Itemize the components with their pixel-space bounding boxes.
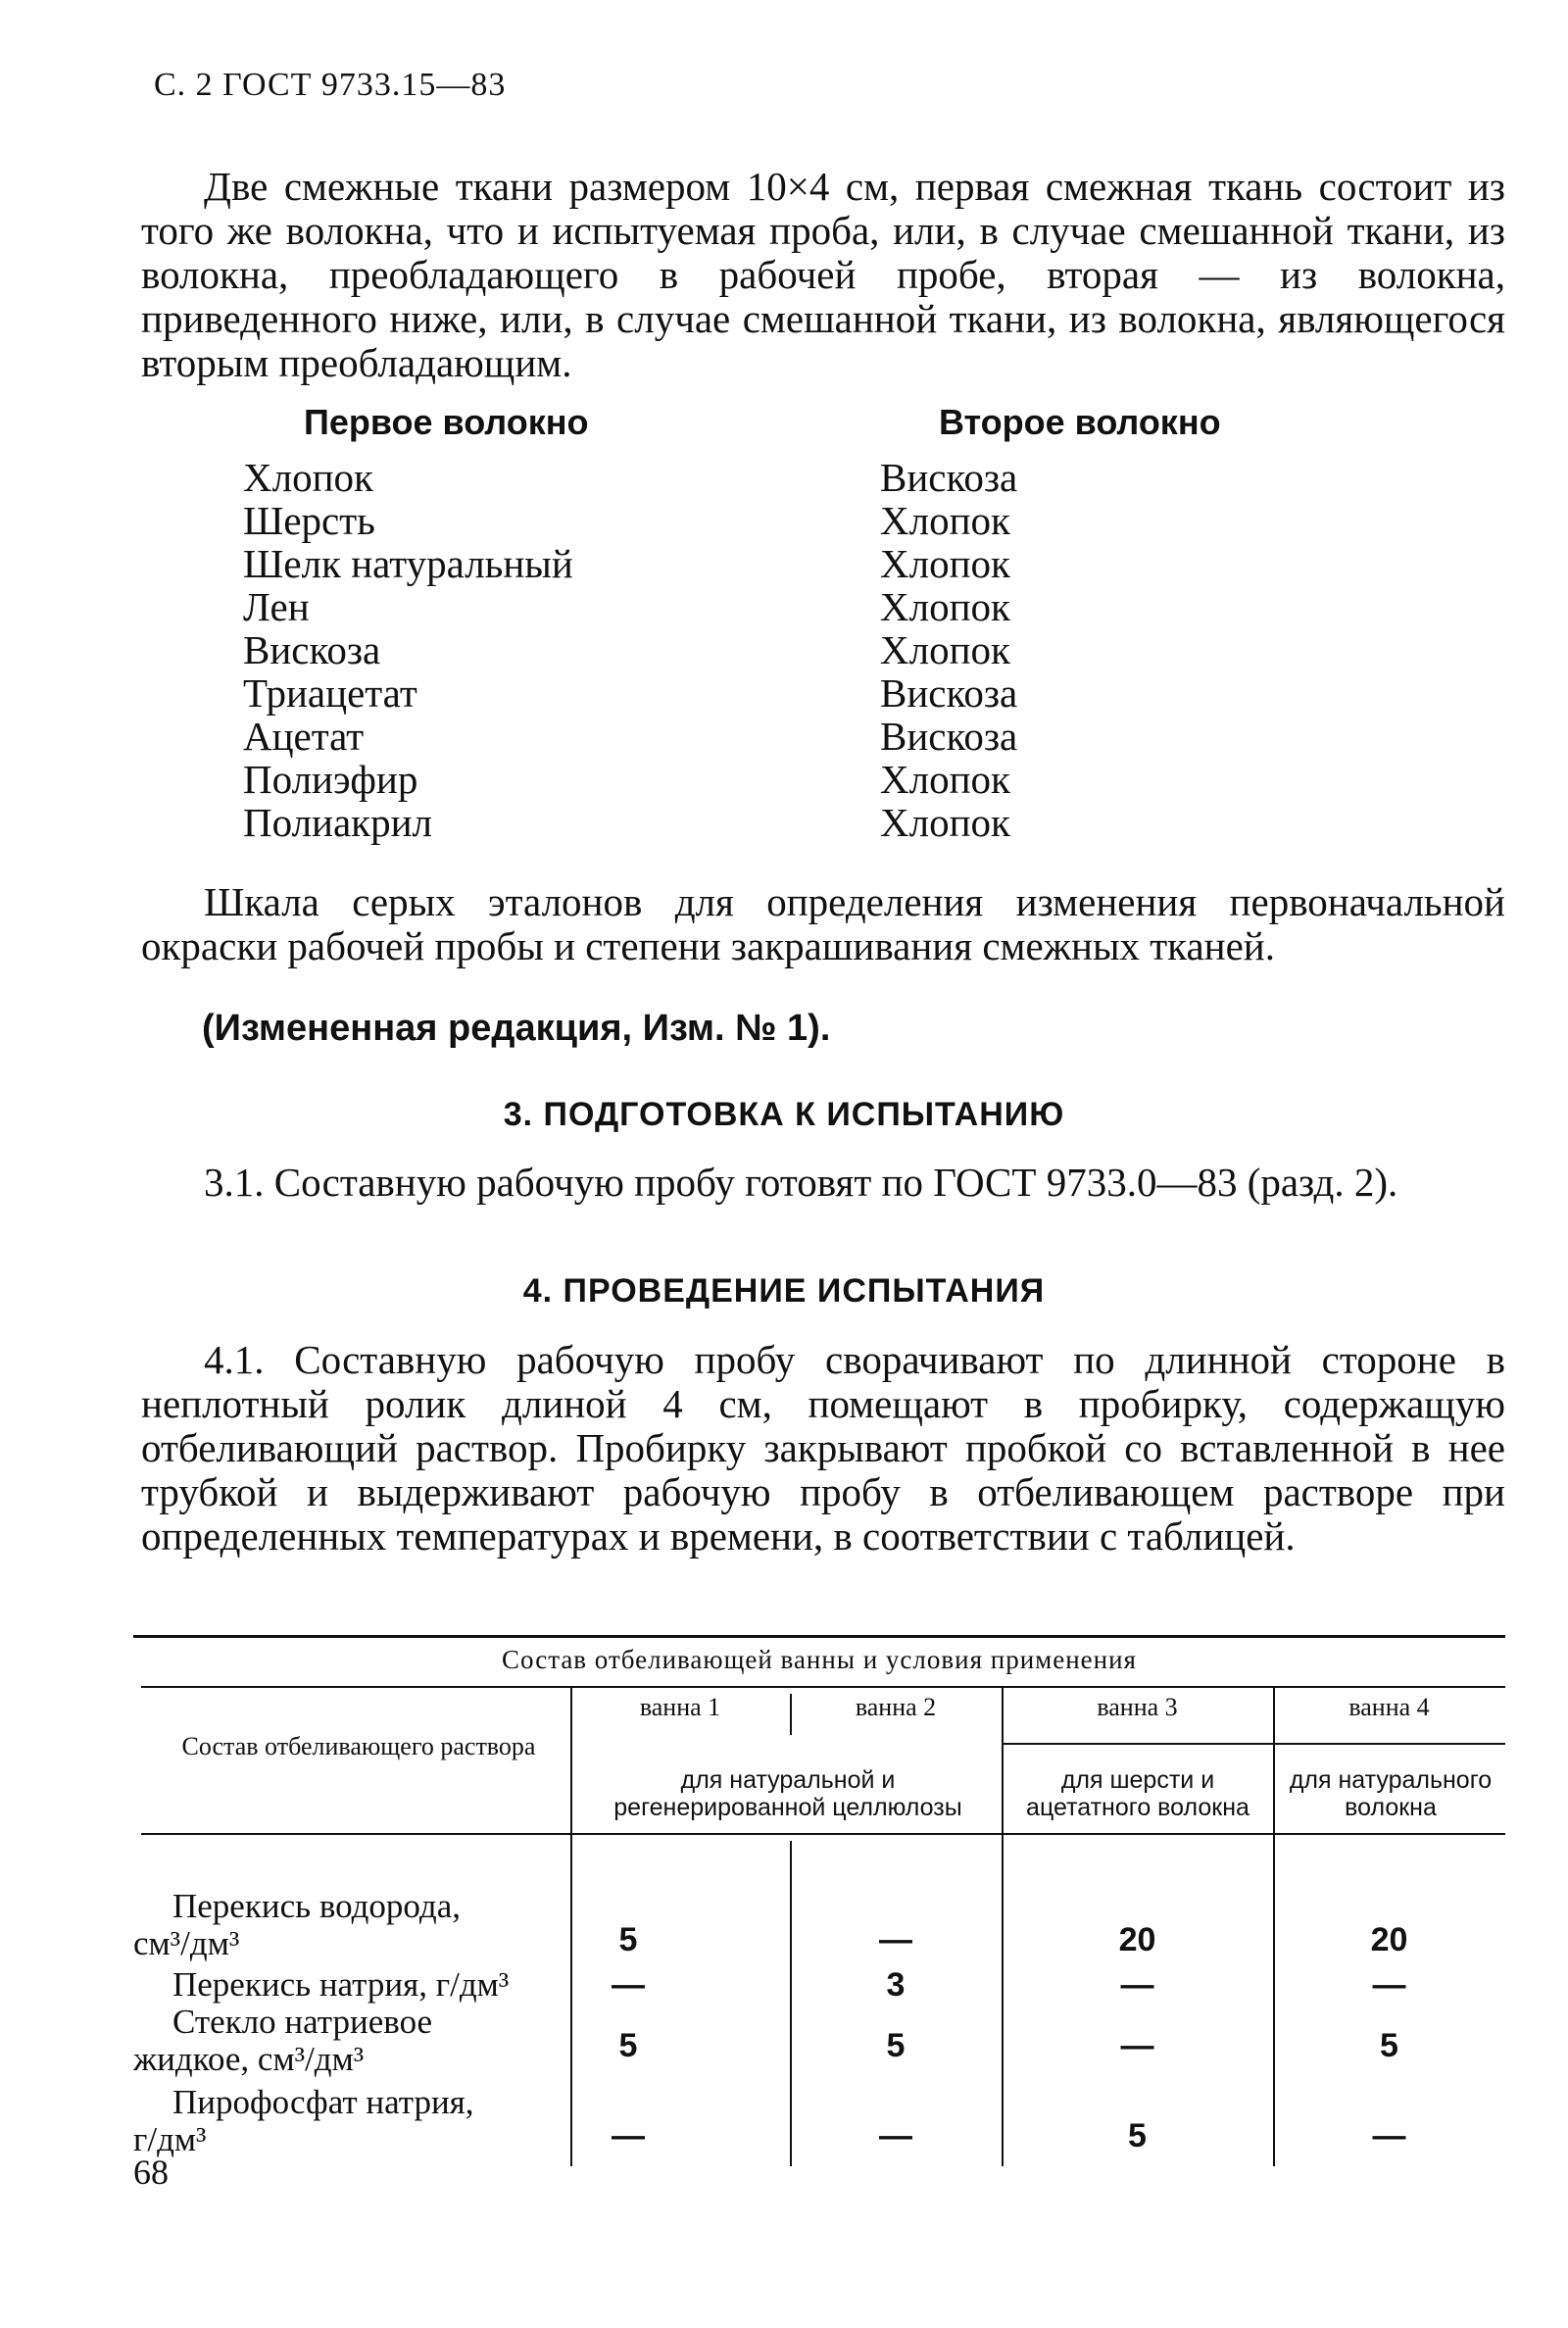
table-cell: 3 (886, 1966, 906, 2004)
table-rule (141, 1686, 1505, 1688)
section-3-title: 3. ПОДГОТОВКА К ИСПЫТАНИЮ (503, 1096, 1065, 1133)
table-cell: 5 (886, 2027, 906, 2064)
fiber-item: Шерсть (243, 498, 375, 543)
row-label-line: г/дм³ (133, 2120, 207, 2158)
table-cell: — (1120, 1966, 1154, 2004)
fiber-item: Вискоза (243, 627, 381, 672)
table-row-label (133, 1888, 564, 1962)
page-header: С. 2 ГОСТ 9733.15—83 (154, 67, 507, 103)
fiber-item: Полиакрил (243, 800, 432, 845)
section-3-paragraph: 3.1. Составную рабочую пробу готовят по ГОСТ 9733.0—83 (разд. 2). (204, 1160, 1398, 1205)
gray-scale-paragraph: Шкала серых эталонов для определения изменения первоначальной окраски рабочей пробы и степени закрашивания смежных тканей. (141, 879, 1505, 968)
table-row-label (133, 1966, 564, 2004)
fiber-item: Полиэфир (243, 757, 418, 802)
col-header-bath-3: ванна 3 (1097, 1693, 1178, 1721)
page-number: 68 (133, 2153, 169, 2192)
table-cell: — (879, 1921, 912, 1958)
fiber-item: Хлопок (243, 455, 373, 500)
table-top-rule (133, 1635, 1505, 1638)
col-header-bath-1: ванна 1 (639, 1693, 721, 1721)
table-cell: 5 (1128, 2117, 1147, 2155)
fiber-item: Хлопок (880, 584, 1010, 629)
col-header-bath-4: ванна 4 (1348, 1693, 1430, 1721)
fiber-item: Вискоза (880, 714, 1018, 759)
fiber-item: Вискоза (880, 455, 1018, 500)
fiber-item: Лен (243, 584, 310, 629)
fiber-item: Шелк натуральный (243, 541, 573, 586)
table-cell: — (1372, 2117, 1406, 2155)
table-cell: 5 (618, 1921, 638, 1958)
fiber-item: Вискоза (880, 670, 1018, 716)
table-rule (141, 1833, 1505, 1835)
bleach-bath-table (133, 1635, 1505, 2204)
table-row-label (133, 2004, 564, 2078)
col-header-bath-2: ванна 2 (855, 1693, 937, 1721)
second-fiber-header: Второе волокно (939, 402, 1221, 442)
table-cell: — (879, 2117, 912, 2155)
section-4-title: 4. ПРОВЕДЕНИЕ ИСПЫТАНИЯ (522, 1272, 1046, 1310)
fiber-item: Ацетат (243, 714, 365, 759)
table-cell: 5 (1380, 2027, 1398, 2064)
table-cell: 20 (1118, 1921, 1156, 1958)
table-cell: — (612, 2117, 645, 2155)
fiber-item: Хлопок (880, 757, 1010, 802)
col-header-composition: Состав отбеливающего раствора (181, 1732, 536, 1760)
second-fiber-column (880, 456, 1017, 844)
table-cell: — (1372, 1966, 1406, 2004)
fiber-item: Хлопок (880, 800, 1010, 845)
purpose-natural: для натурального волокна (1289, 1766, 1493, 1821)
first-fiber-header: Первое волокно (304, 402, 589, 442)
amendment-note: (Измененная редакция, Изм. № 1). (202, 1008, 831, 1049)
purpose-cellulose: для натуральной и регенерированной целлюлозы (613, 1766, 962, 1821)
section-4-paragraph: 4.1. Составную рабочую пробу сворачивают по длинной стороне в неплотный ролик длиной 4 см, помещают в пробирку, содержащую отбеливающий раствор. Пробирку закрывают пробкой со вставленной в нее трубкой и выдерживают рабочую пробу в отбеливающем растворе при определенных температурах и времени, в соответствии с таблицей. (141, 1337, 1505, 1559)
fiber-item: Хлопок (880, 541, 1010, 586)
table-rule (1002, 1743, 1505, 1745)
fiber-item: Триацетат (243, 670, 417, 716)
purpose-wool-acetate: для шерсти и ацетатного волокна (1026, 1766, 1250, 1821)
table-cell: — (1120, 2027, 1154, 2064)
row-label-line: Перекись натрия, г/дм³ (172, 1965, 510, 2004)
table-cell: 5 (618, 2027, 638, 2064)
fiber-item: Хлопок (880, 627, 1010, 672)
table-cell: 20 (1370, 1921, 1408, 1958)
row-label-line: Пирофосфат натрия, (172, 2083, 474, 2121)
row-label-line: Перекись водорода, (172, 1887, 461, 1925)
row-label-line: жидкое, см³/дм³ (133, 2040, 365, 2078)
row-label-line: см³/дм³ (133, 1924, 240, 1962)
row-label-line: Стекло натриевое (172, 2003, 433, 2041)
first-fiber-column (243, 456, 573, 844)
table-caption: Состав отбеливающей ванны и условия применения (502, 1645, 1137, 1674)
intro-paragraph: Две смежные ткани размером 10×4 см, первая смежная ткань состоит из того же волокна, что и испытуемая проба, или, в случае смешанной ткани, из волокна, преобладающего в рабочей пробе, вторая — из волокна, приведенного ниже, или, в случае смешанной ткани, из волокна, являющегося вторым преобладающим. (141, 164, 1505, 385)
fiber-item: Хлопок (880, 498, 1010, 543)
table-cell: — (612, 1966, 645, 2004)
table-row-label (133, 2084, 564, 2158)
